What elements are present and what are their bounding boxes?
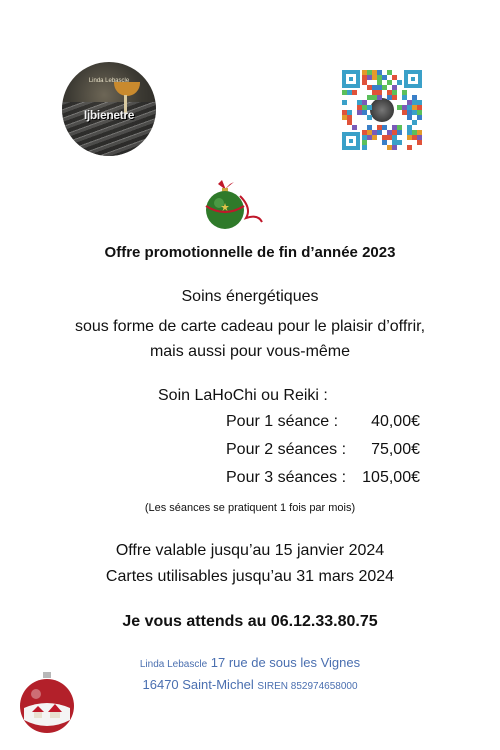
qr-module [392, 95, 397, 100]
qr-module [362, 145, 367, 150]
qr-module [367, 105, 372, 110]
qr-module [407, 145, 412, 150]
intro-line-2: sous forme de carte cadeau pour le plaisir d’offrir, [74, 318, 426, 335]
qr-code-image [342, 70, 422, 150]
logo-brand-text: Ijbienetre [83, 108, 135, 122]
validity-line-1: Offre valable jusqu’au 15 janvier 2024 [115, 542, 385, 559]
logo-small-text: Linda Lebascle [88, 78, 130, 84]
address-siren: SIREN 852974658000 [257, 681, 358, 692]
qr-finder [342, 132, 360, 150]
session-note: (Les séances se pratiquent 1 fois par mois) [144, 502, 356, 514]
address-city: 16470 Saint-Michel [142, 677, 254, 692]
price-value: 105,00€ [362, 469, 420, 486]
price-value: 75,00€ [371, 441, 420, 458]
logo-image [62, 62, 156, 156]
price-label: Pour 2 séances : [226, 441, 347, 458]
qr-finder [342, 70, 360, 88]
qr-module [397, 140, 402, 145]
page-title: Offre promotionnelle de fin d’année 2023 [104, 244, 396, 261]
qr-module [397, 130, 402, 135]
address-line-1 [0, 655, 500, 670]
qr-module [352, 125, 357, 130]
price-label: Pour 1 séance : [226, 413, 339, 430]
price-value: 40,00€ [371, 413, 420, 430]
qr-finder [404, 70, 422, 88]
intro-line-1: Soins énergétiques [181, 288, 319, 305]
price-label: Pour 3 séances : [226, 469, 347, 486]
qr-module [377, 95, 382, 100]
qr-module [417, 115, 422, 120]
qr-module [352, 90, 357, 95]
address-street: 17 rue de sous les Vignes [210, 655, 361, 670]
qr-module [392, 145, 397, 150]
qr-center-image [370, 98, 394, 122]
qr-module [372, 135, 377, 140]
christmas-bauble-icon [18, 672, 76, 734]
qr-module [412, 120, 417, 125]
intro-line-3: mais aussi pour vous-même [149, 343, 351, 360]
qr-module [367, 115, 372, 120]
validity-line-2: Cartes utilisables jusqu’au 31 mars 2024 [105, 568, 395, 585]
qr-module [397, 80, 402, 85]
christmas-ornament-icon [196, 178, 266, 230]
address-name: Linda Lebascle [139, 659, 208, 670]
qr-module [417, 140, 422, 145]
qr-module [342, 100, 347, 105]
contact-phone: Je vous attends au 06.12.33.80.75 [122, 613, 378, 630]
soin-header: Soin LaHoChi ou Reiki : [158, 387, 328, 404]
